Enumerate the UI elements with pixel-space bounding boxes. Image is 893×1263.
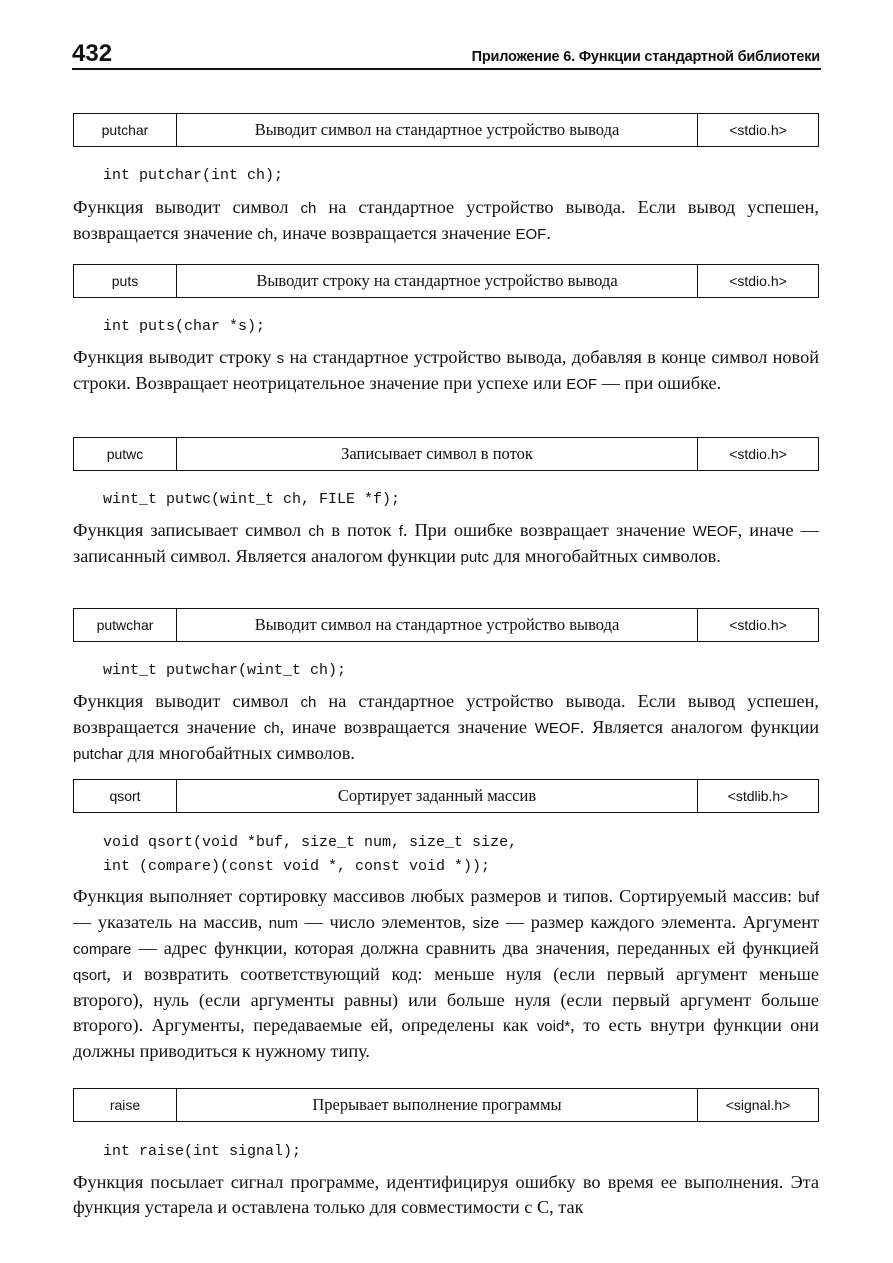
description-putwchar: Функция выводит символ ch на стандартное устройство вывода. Если вывод успешен, возвращается значение ch, иначе возвращается значение WEOF. Является аналогом функции putchar для многобайтных символов. [73,691,820,763]
description-puts: Функция выводит строку s на стандартное устройство вывода, добавляя в конце символ новой строки. Возвращает неотрицательное значение при успехе или EOF — при ошибке. [73,347,819,393]
prototype-putwchar: wint_t putwchar(wint_t ch); [103,662,347,679]
function-summary: Выводит строку на стандартное устройство вывода [177,265,698,297]
header-rule [72,68,821,70]
prototype-putwc: wint_t putwc(wint_t ch, FILE *f); [103,491,401,508]
description-qsort: Функция выполняет сортировку массивов любых размеров и типов. Сортируемый массив: buf — указатель на массив, num — число элементов, size — размер каждого элемента. Аргумент compare — адрес функции, которая должна сравнить два значения, переданных ей функцией qsort, и возвратить соответствующий код: меньше нуля (если первый аргумент меньше второго), нуль (если аргументы равны) или больше нуля (если первый аргумент больше второго). Аргументы, передаваемые ей, определены как void*, то есть внутри функции они должны приводиться к нужному типу. [73,886,820,1061]
header-file: <stdio.h> [729,446,787,462]
function-box-putwchar [73,608,819,642]
function-summary: Записывает символ в поток [177,438,698,470]
function-box-putwc [73,437,819,471]
function-box-raise [73,1088,819,1122]
header-file: <stdio.h> [729,617,787,633]
function-summary: Выводит символ на стандартное устройство вывода [177,114,698,146]
function-summary: Сортирует заданный массив [177,780,698,812]
page-number: 432 [72,40,113,67]
description-putchar: Функция выводит символ ch на стандартное устройство вывода. Если вывод успешен, возвращается значение ch, иначе возвращается значение EOF. [73,197,819,243]
function-name: putwc [74,438,177,470]
function-box-putchar [73,113,819,147]
running-header: Приложение 6. Функции стандартной библиотеки [471,49,820,65]
prototype-qsort: void qsort(void *buf, size_t num, size_t size, int (compare)(const void *, const void *)); [103,834,518,875]
function-name: putwchar [74,609,177,641]
prototype-putchar: int putchar(int ch); [103,167,284,184]
function-box-puts [73,264,819,298]
header-file: <signal.h> [725,1097,791,1113]
description-raise: Функция посылает сигнал программе, идентифицируя ошибку во время ее выполнения. Эта функция устарела и оставлена только для совместимости с С, так [73,1172,819,1217]
function-name: puts [74,265,177,297]
header-file: <stdio.h> [729,273,787,289]
function-name: raise [74,1089,177,1121]
header-file: <stdio.h> [729,122,787,138]
description-putwc: Функция записывает символ ch в поток f. При ошибке возвращает значение WEOF, иначе — записанный символ. Является аналогом функции putc для многобайтных символов. [73,520,819,566]
function-name: qsort [74,780,177,812]
function-summary: Выводит символ на стандартное устройство вывода [177,609,698,641]
prototype-raise: int raise(int signal); [103,1143,302,1160]
function-name: putchar [74,114,177,146]
prototype-puts: int puts(char *s); [103,318,266,335]
header-file: <stdlib.h> [727,788,789,804]
function-summary: Прерывает выполнение программы [177,1089,698,1121]
function-box-qsort [73,779,819,813]
